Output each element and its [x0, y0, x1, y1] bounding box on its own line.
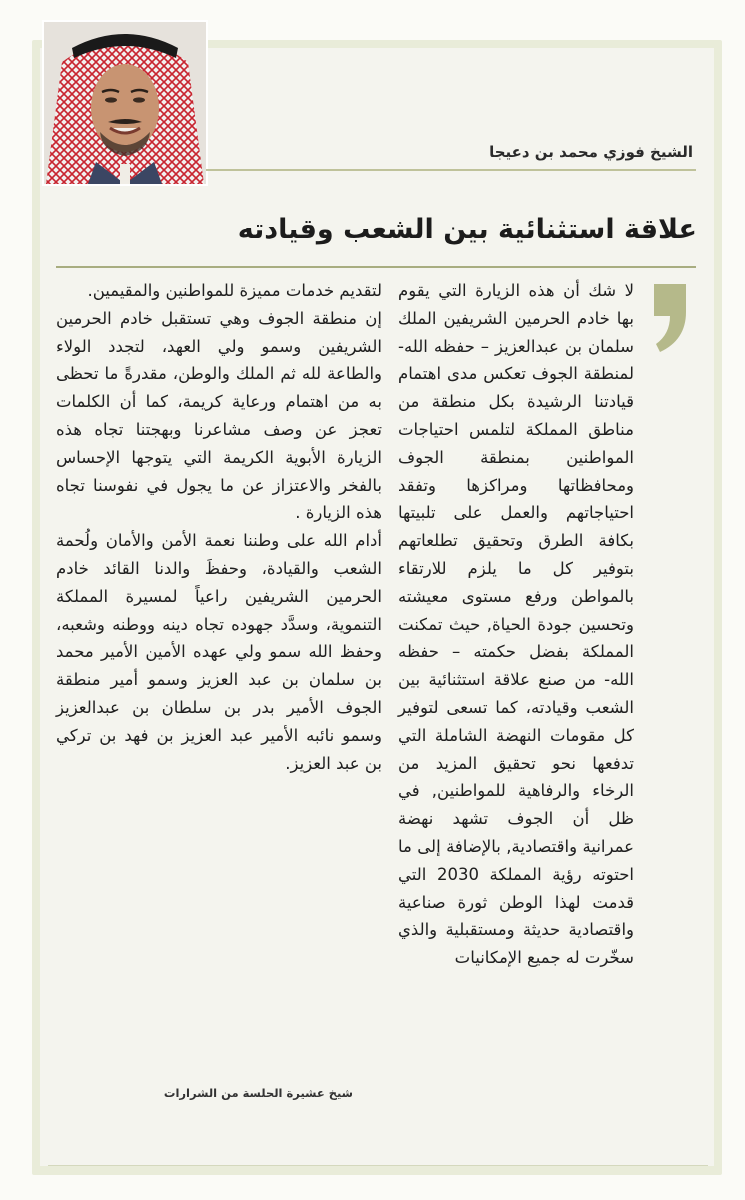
portrait-illustration [44, 22, 206, 184]
author-portrait-photo [44, 22, 206, 184]
headline-divider [56, 266, 696, 268]
left-text-column [56, 277, 382, 777]
paragraph-4: أدام الله على وطننا نعمة الأمن والأمان ولُحمة الشعب والقيادة، وحفظَ والدنا القائد خادم الحرمين الشريفين راعياً لمسيرة المملكة التنموية، وسدَّد جهوده تجاه دينه ووطنه وشعبه، وحفظ الله سمو ولي عهده الأمين الأمير محمد بن سلمان بن عبد العزيز وسمو أمير منطقة الجوف الأمير بدر بن سلطان بن عبدالعزيز وسمو نائبه الأمير عبد العزيز بن فهد بن تركي بن عبد العزيز. [56, 531, 382, 773]
byline-divider [206, 169, 696, 171]
author-byline: الشيخ فوزي محمد بن دعيجا [489, 143, 693, 161]
author-signature: شيخ عشيرة الحلسة من الشرارات [163, 1086, 353, 1100]
article-headline: علاقة استثنائية بين الشعب وقيادته [237, 214, 697, 245]
paragraph-3: إن منطقة الجوف وهي تستقبل خادم الحرمين الشريفين وسمو ولي العهد، لتجدد الولاء والطاعة لله ثم الملك والوطن، مقدرةً ما تحظى به من اهتمام ورعاية كريمة، كما أن الكلمات تعجز عن وصف مشاعرنا وبهجتنا تجاه هذه الزيارة الأبوية الكريمة التي يتوجها الإحساس بالفخر والاعتزاز عن ما يجول في نفوسنا تجاه هذه الزيارة . [56, 308, 382, 523]
paragraph-1: لا شك أن هذه الزيارة التي يقوم بها خادم الحرمين الشريفين الملك سلمان بن عبدالعزيز – حفظه الله- لمنطقة الجوف تعكس مدى اهتمام قيادتنا الرشيدة بكل منطقة من مناطق المملكة لتلمس احتياجات المواطنين بمنطقة الجوف ومحافظاتها ومراكزها وتفقد احتياجاتهم والعمل على تلبيتها بكافة الطرق وتحقيق تطلعاتهم بتوفير كل ما يلزم للارتقاء بالمواطن ورفع مستوى معيشته وتحسين جودة الحياة, حيث تمكنت المملكة بفضل حكمته – حفظه الله- من صنع علاقة استثنائية بين الشعب وقيادته، كما تسعى لتوفير كل مقومات النهضة الشاملة التي تدفعها نحو تحقيق المزيد من الرخاء والرفاهية للمواطنين, في ظل أن الجوف تشهد نهضة عمرانية واقتصادية, بالإضافة إلى ما احتوته رؤية المملكة 2030 التي قدمت لهذا الوطن ثورة صناعية واقتصادية حديثة ومستقبلية والذي سخّرت له جميع الإمكانيات [398, 281, 634, 968]
paragraph-2: لتقديم خدمات مميزة للمواطنين والمقيمين. [87, 281, 382, 300]
bottom-divider [48, 1165, 708, 1166]
right-text-column [398, 277, 698, 972]
